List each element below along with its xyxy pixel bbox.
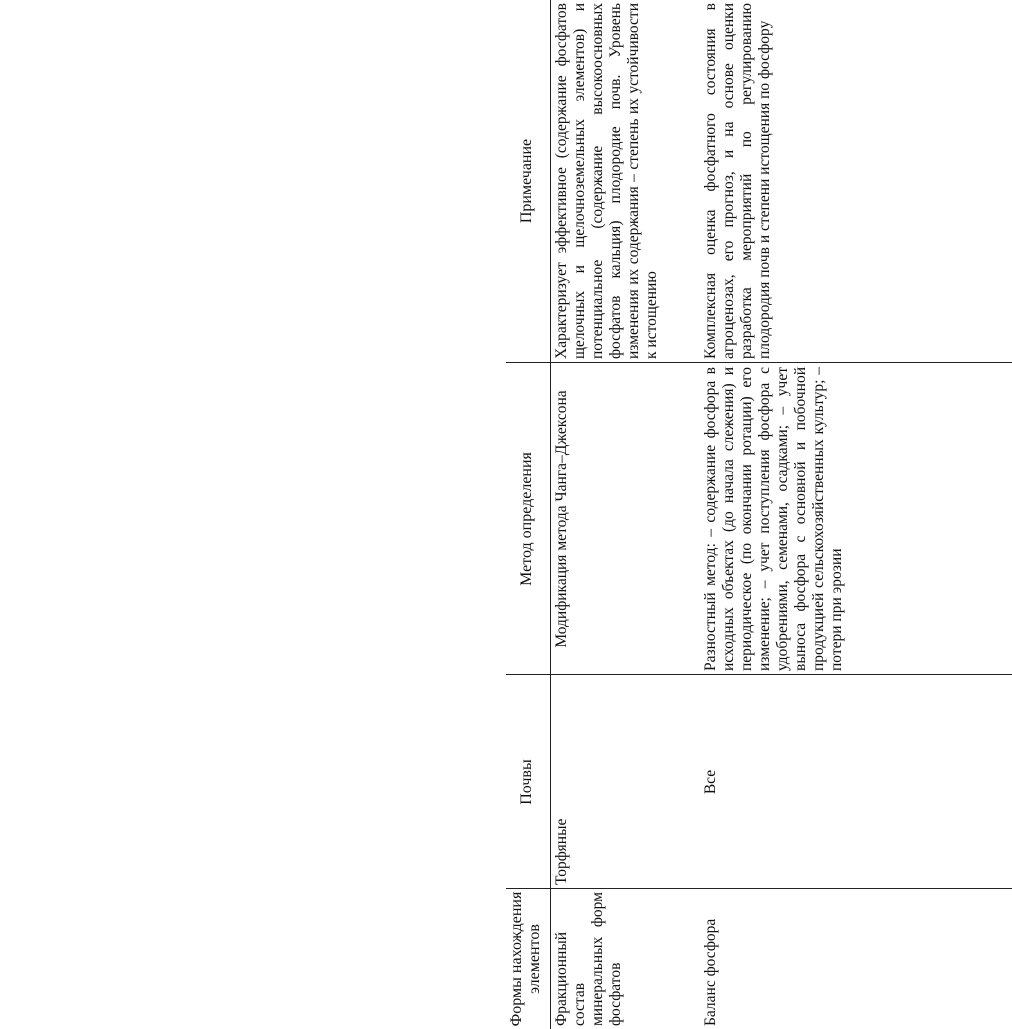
header-forms: Формы нахождения элементов [508,891,543,1027]
row1-method: Модификация метода Чанга–Джексона [553,390,570,648]
header-method: Метод определения [518,452,535,586]
header-soils: Почвы [518,759,535,805]
rotated-table [506,0,1012,1029]
row2-note: Комплексная оценка фосфатного состояния в агроценозах, его прогноз, и на основе оценки разработка мероприятий по регулированию плодородия почв и степени истощения по фосфору [702,3,773,359]
header-bottom-rule [550,0,551,1029]
row1-soils: Торфяные [553,818,570,885]
row2-forms: Баланс фосфора [702,918,719,1026]
col-divider-3 [506,362,1012,363]
row1-forms: Фракционный состав минеральных форм фосфатов [553,892,624,1026]
row2-soils: Все [702,769,719,795]
header-note: Примечание [518,138,535,224]
col-divider-1 [506,888,1012,889]
row2-method: Разностный метод: – содержание фосфора в исходных объектах (до начала слежения) и периодическое (по окончании ротации) его изменение; – учет поступления фосфора с удобрениями, семенами, осадками; – учет выноса фосфора с основной и побочной продукцией сельскохозяйственных культур; – потери при эрозии [702,367,845,671]
col-divider-2 [506,674,1012,675]
row1-note: Характеризует эффективное (содержание фосфатов щелочных и щелочноземельных элементов) и потенциальное (содержание высокоосновных фосфатов кальция) плодородие почв. Уровень изменения их содержания – степень их устойчивости к истощению [553,3,660,359]
